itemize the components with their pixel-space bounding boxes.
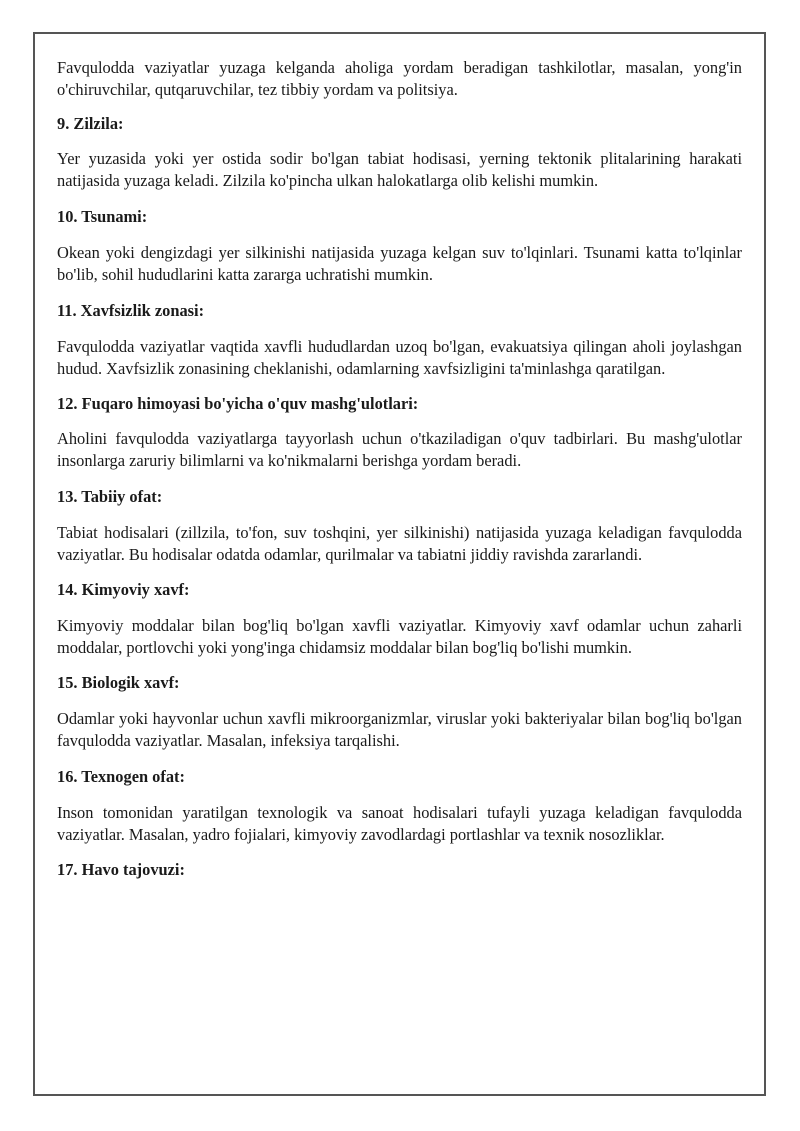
section-text-tabiiy-ofat: Tabiat hodisalari (zillzila, to'fon, suv toshqini, yer silkinishi) natijasida yuzaga keladigan favqulodda vaziyatlar. Bu hodisalar odatda odamlar, qurilmalar va tabiatni jiddiy ravishda zararlandi. [57,523,742,564]
section-text-fuqaro-himoyasi: Aholini favqulodda vaziyatlarga tayyorlash uchun o'tkaziladigan o'quv tadbirlari. Bu mashg'ulotlar insonlarga zaruriy bilimlarni va ko'nikmalarni berishga yordam beradi. [57,429,742,470]
section-heading-xavfsizlik-zonasi: 11. Xavfsizlik zonasi: [57,301,205,320]
section-heading-kimyoviy-xavf: 14. Kimyoviy xavf: [57,580,190,599]
section-text-biologik-xavf: Odamlar yoki hayvonlar uchun xavfli mikroorganizmlar, viruslar yoki bakteriyalar bilan bog'liq bo'lgan favqulodda vaziyatlar. Masalan, infeksiya tarqalishi. [57,709,742,750]
intro-paragraph: Favqulodda vaziyatlar yuzaga kelganda aholiga yordam beradigan tashkilotlar, masalan, yong'in o'chiruvchilar, qutqaruvchilar, tez tibbiy yordam va politsiya. [57,58,742,99]
section-heading-tabiiy-ofat: 13. Tabiiy ofat: [57,487,163,506]
section-text-xavfsizlik-zonasi: Favqulodda vaziyatlar vaqtida xavfli hududlardan uzoq bo'lgan, evakuatsiya qilingan aholi joylashgan hudud. Xavfsizlik zonasining cheklanishi, odamlarning xavfsizligini ta'minlashga qaratilgan. [57,337,742,378]
section-text-texnogen-ofat: Inson tomonidan yaratilgan texnologik va sanoat hodisalari tufayli yuzaga keladigan favqulodda vaziyatlar. Masalan, yadro fojialari, kimyoviy zavodlardagi portlashlar va texnik nosozliklar. [57,803,742,844]
section-heading-havo-tajovuzi: 17. Havo tajovuzi: [57,860,185,879]
section-heading-fuqaro-himoyasi: 12. Fuqaro himoyasi bo'yicha o'quv mashg'ulotlari: [57,394,419,413]
section-text-zilzila: Yer yuzasida yoki yer ostida sodir bo'lgan tabiat hodisasi, yerning tektonik plitalarining harakati natijasida yuzaga keladi. Zilzila ko'pincha ulkan halokatlarga olib kelishi mumkin. [57,149,742,190]
section-heading-zilzila: 9. Zilzila: [57,114,124,133]
section-text-tsunami: Okean yoki dengizdagi yer silkinishi natijasida yuzaga kelgan suv to'lqinlari. Tsunami katta to'lqinlar bo'lib, sohil hududlarini katta zararga uchratishi mumkin. [57,243,742,284]
section-heading-tsunami: 10. Tsunami: [57,207,148,226]
document-body [57,57,742,881]
section-heading-texnogen-ofat: 16. Texnogen ofat: [57,767,185,786]
section-text-kimyoviy-xavf: Kimyoviy moddalar bilan bog'liq bo'lgan xavfli vaziyatlar. Kimyoviy xavf odamlar uchun zaharli moddalar, portlovchi yoki yong'inga chidamsiz moddalar bilan bog'liq bo'lishi mumkin. [57,616,742,657]
section-heading-biologik-xavf: 15. Biologik xavf: [57,673,180,692]
